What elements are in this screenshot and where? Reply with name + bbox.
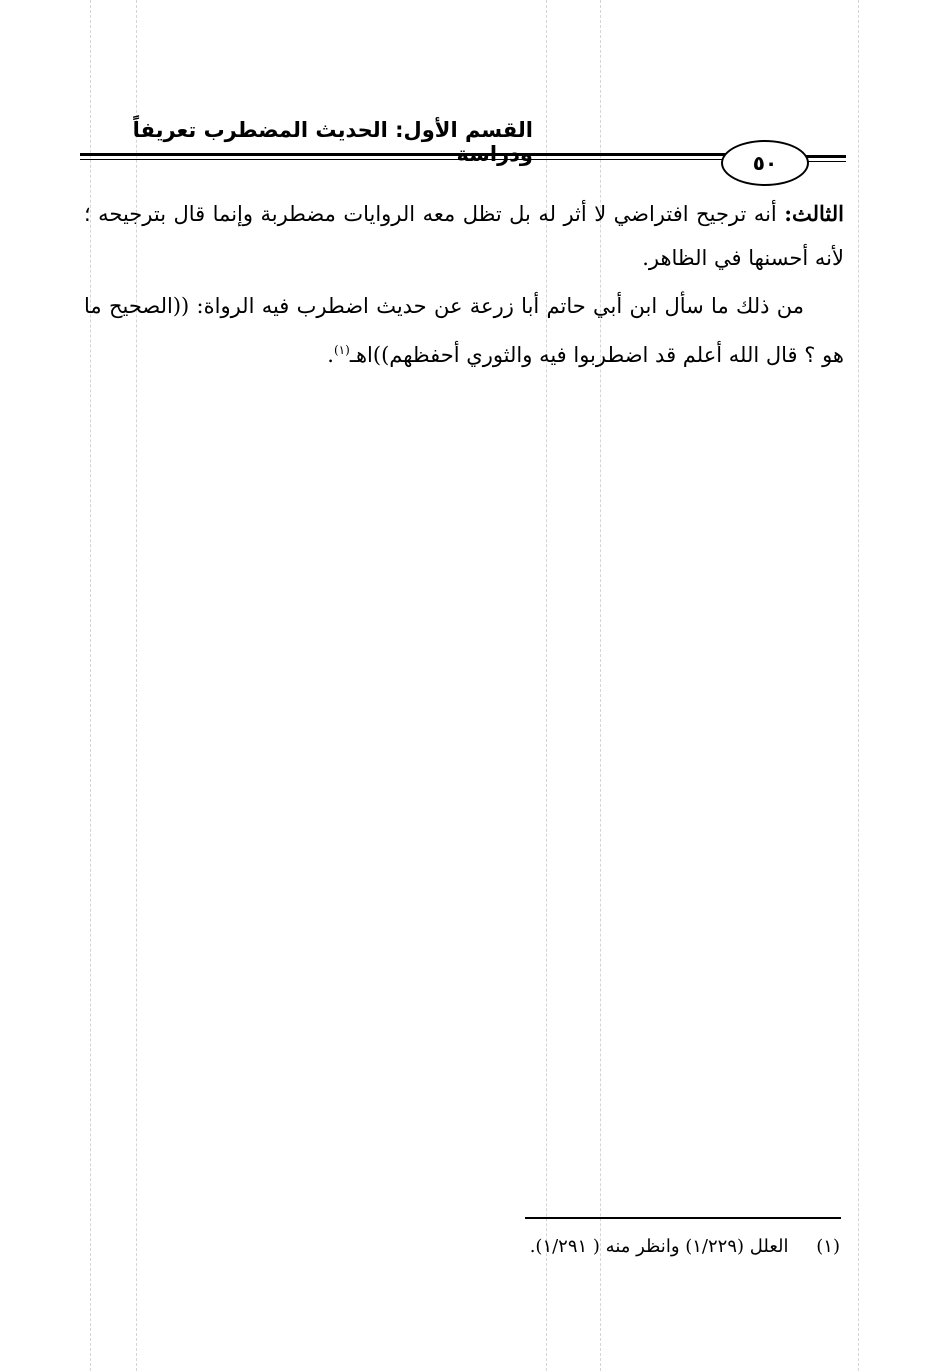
header-rule-right <box>806 155 846 162</box>
footnote-rule <box>525 1217 841 1219</box>
running-title: القسم الأول: الحديث المضطرب تعريفاً ودراسة <box>132 118 533 166</box>
main-text <box>84 192 844 381</box>
paragraph-text: أنه ترجيح افتراضي لا أثر له بل تظل معه الروايات مضطربة وإنما قال بترجيحه ؛ لأنه أحسنها في الظاهر. <box>84 202 844 270</box>
header-rule <box>80 153 730 160</box>
footnote-reference[interactable]: (١) <box>333 343 350 357</box>
paragraph-end: . <box>327 343 334 367</box>
footnote-marker: (١) <box>816 1236 840 1257</box>
paragraph-third <box>84 192 844 280</box>
footnote-text: العلل (١/٢٢٩) وانظر منه ( ١/٢٩١). <box>529 1236 789 1257</box>
footnote <box>300 1232 840 1262</box>
page-number: ٥٠ <box>721 140 809 186</box>
paragraph-text: من ذلك ما سأل ابن أبي حاتم أبا زرعة عن حديث اضطرب فيه الرواة: ((الصحيح ما هو ؟ قال الله أعلم قد اضطربوا فيه والثوري أحفظهم))اهـ <box>84 294 844 367</box>
paragraph-example <box>84 284 844 377</box>
paragraph-label: الثالث: <box>784 201 844 226</box>
